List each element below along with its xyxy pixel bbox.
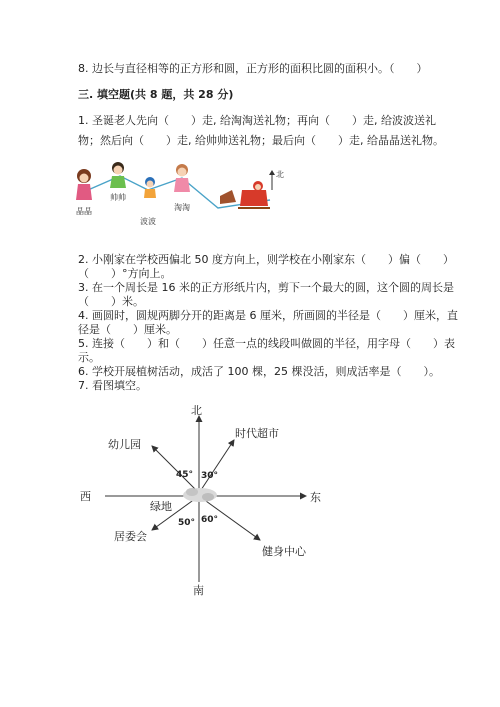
question-7: 7. 看图填空。 <box>78 379 147 392</box>
south-label: 南 <box>193 584 204 597</box>
green-space-icon <box>183 488 217 502</box>
supermarket-label: 时代超市 <box>235 427 279 440</box>
ray-supermarket <box>199 440 234 493</box>
question-8: 8. 边长与直径相等的正方形和圆，正方形的面积比圆的面积小。（ ） <box>78 62 428 75</box>
jingjing-figure <box>76 169 92 200</box>
question-2-line-2: （ ）°方向上。 <box>78 267 172 280</box>
kindergarten-label: 幼儿园 <box>108 438 141 451</box>
angle-se-label: 60° <box>201 515 219 525</box>
gym-label: 健身中心 <box>262 545 306 558</box>
question-6: 6. 学校开展植树活动，成活了 100 棵，25 棵没活，则成活率是（ ）。 <box>78 365 440 378</box>
committee-label: 居委会 <box>114 530 147 543</box>
question-4-line-2: 径是（ ）厘米。 <box>78 323 177 336</box>
center-label: 绿地 <box>150 500 172 513</box>
delivery-route-figure <box>70 160 360 235</box>
santa-sleigh-figure <box>220 181 270 208</box>
question-1-line-2: 物；然后向（ ）走, 给帅帅送礼物；最后向（ ）走, 给晶晶送礼物。 <box>78 134 444 147</box>
angle-ne-label: 30° <box>201 471 219 481</box>
direction-diagram <box>70 400 340 610</box>
shuaishuai-label: 帅帅 <box>110 193 126 202</box>
north-arrow-head <box>269 170 275 175</box>
taotao-figure <box>174 164 190 192</box>
angle-nw-label: 45° <box>176 470 194 480</box>
jingjing-label: 晶晶 <box>76 207 92 216</box>
question-5-line-1: 5. 连接（ ）和（ ）任意一点的线段叫做圆的半径，用字母（ ）表 <box>78 337 455 350</box>
north-label: 北 <box>276 170 284 179</box>
east-label: 东 <box>310 491 321 504</box>
north-label: 北 <box>191 404 202 417</box>
section-heading: 三. 填空题(共 8 题，共 28 分) <box>78 88 234 101</box>
question-1-line-1: 1. 圣诞老人先向（ ）走, 给淘淘送礼物；再向（ ）走, 给波波送礼 <box>78 114 436 127</box>
bobo-label: 波波 <box>140 217 156 226</box>
question-3-line-2: （ ）米。 <box>78 295 144 308</box>
question-2-line-1: 2. 小刚家在学校西偏北 50 度方向上，则学校在小刚家东（ ）偏（ ） <box>78 253 454 266</box>
angle-sw-label: 50° <box>178 518 196 528</box>
question-3-line-1: 3. 在一个周长是 16 米的正方形纸片内，剪下一个最大的圆，这个圆的周长是 <box>78 281 454 294</box>
question-5-line-2: 示。 <box>78 351 100 364</box>
shuaishuai-figure <box>110 162 126 188</box>
taotao-label: 淘淘 <box>174 203 190 212</box>
question-4-line-1: 4. 画圆时，圆规两脚分开的距离是 6 厘米，所画圆的半径是（ ）厘米，直 <box>78 309 458 322</box>
west-label: 西 <box>80 490 91 503</box>
